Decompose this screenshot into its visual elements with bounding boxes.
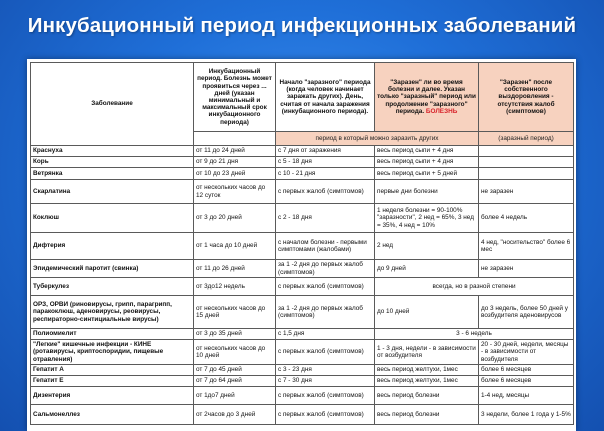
disease-name: Сальмонеллез (31, 405, 194, 425)
incubation-value: от 2часов до 3 дней (194, 405, 276, 425)
band-after: (заразный период) (479, 132, 574, 146)
incubation-table (30, 62, 574, 425)
disease-name: Гепатит Е (31, 376, 194, 387)
disease-name: Краснуха (31, 146, 194, 157)
incubation-value: от 9 до 21 дня (194, 157, 276, 168)
incubation-value: от 3 до 35 дней (194, 329, 276, 340)
incubation-value: от 11 до 26 дней (194, 260, 276, 278)
after-value (479, 168, 574, 180)
after-value (479, 146, 574, 157)
header-illness-word: БОЛЕЗНЬ (425, 107, 458, 115)
disease-name: Дифтерия (31, 233, 194, 260)
start-value: с 1,5 дня (276, 329, 375, 340)
table-row (31, 260, 574, 278)
disease-name: Гепатит А (31, 365, 194, 376)
start-value: с 5 - 18 дня (276, 157, 375, 168)
disease-name: Коклюш (31, 204, 194, 233)
incubation-value: от нескольких часов до 12 суток (194, 180, 276, 204)
illness-value: весь период болезни (375, 405, 479, 425)
illness-value: весь период сыпи + 4 дня (375, 157, 479, 168)
table-row (31, 278, 574, 296)
after-value: более 6 месяцев (479, 365, 574, 376)
table-row (31, 204, 574, 233)
disease-name: Эпидемический паротит (свинка) (31, 260, 194, 278)
table-row (31, 340, 574, 365)
band-blank (194, 132, 276, 146)
illness-value: всегда, но в разной степени (375, 278, 574, 296)
illness-value: 1 - 3 дня, недели - в зависимости от возбудителя (375, 340, 479, 365)
incubation-value: от 11 до 24 дней (194, 146, 276, 157)
start-value: с началом болезни - первыми симптомами (жалобами) (276, 233, 375, 260)
start-value: с 3 - 23 дня (276, 365, 375, 376)
illness-value: весь период болезни (375, 387, 479, 405)
table-row (31, 233, 574, 260)
illness-value: весь период желтухи, 1мес (375, 376, 479, 387)
after-value: более 4 недель (479, 204, 574, 233)
header-illness (375, 63, 479, 132)
header-disease: Заболевание (31, 63, 194, 146)
start-value: с первых жалоб (симптомов) (276, 340, 375, 365)
incubation-value: от 3до12 недель (194, 278, 276, 296)
incubation-value: от 7 до 45 дней (194, 365, 276, 376)
incubation-value: от 3 до 20 дней (194, 204, 276, 233)
incubation-table-sheet (27, 59, 576, 431)
after-value: 1-4 нед, месяцы (479, 387, 574, 405)
illness-value: 1 неделя болезни = 90-100% "заразности", 2 нед = 65%, 3 нед = 35%, 4 нед = 10% (375, 204, 479, 233)
start-value: с 10 - 21 дня (276, 168, 375, 180)
start-value: с первых жалоб (симптомов) (276, 387, 375, 405)
illness-value: до 10 дней (375, 296, 479, 329)
incubation-value: от нескольких часов до 10 дней (194, 340, 276, 365)
header-incubation: Инкубационный период. Болезнь может проявиться через ... дней (указан минимальный и максимальный срок инкубационного периода) (194, 63, 276, 132)
after-value (479, 157, 574, 168)
after-value: 4 нед, "носительство" более 6 мес (479, 233, 574, 260)
after-value: до 3 недель, более 50 дней у возбудителя аденовирусов (479, 296, 574, 329)
after-value: 20 - 30 дней, недели, месяцы - в зависимости от возбудителя (479, 340, 574, 365)
table-row (31, 329, 574, 340)
disease-name: Туберкулез (31, 278, 194, 296)
incubation-value: от 10 до 23 дней (194, 168, 276, 180)
start-value: с 7 дня от заражения (276, 146, 375, 157)
illness-value: 3 - 6 недель (375, 329, 574, 340)
disease-name: Ветрянка (31, 168, 194, 180)
header-after: "Заразен" после собственного выздоровления - отсутствия жалоб (симптомов) (479, 63, 574, 132)
start-value: за 1 -2 дня до первых жалоб (симптомов) (276, 260, 375, 278)
start-value: за 1 -2 дня до первых жалоб (симптомов) (276, 296, 375, 329)
start-value: с первых жалоб (симптомов) (276, 278, 375, 296)
disease-name: Полиомиелит (31, 329, 194, 340)
incubation-value: от 7 до 64 дней (194, 376, 276, 387)
table-row (31, 180, 574, 204)
header-start: Начало "заразного" периода (когда человек начинает заражать других). День, считая от начала заражения (инкубационного периода). (276, 63, 375, 132)
table-row (31, 387, 574, 405)
after-value: не заразен (479, 180, 574, 204)
table-row (31, 168, 574, 180)
illness-value: весь период сыпи + 4 дня (375, 146, 479, 157)
after-value: более 6 месяцев (479, 376, 574, 387)
illness-value: весь период сыпи + 5 дней (375, 168, 479, 180)
after-value: не заразен (479, 260, 574, 278)
table-row (31, 146, 574, 157)
illness-value: весь период желтухи, 1мес (375, 365, 479, 376)
table-row (31, 376, 574, 387)
disease-name: Дизентерия (31, 387, 194, 405)
start-value: с первых жалоб (симптомов) (276, 405, 375, 425)
table-row (31, 365, 574, 376)
table-row (31, 405, 574, 425)
disease-name: ОРЗ, ОРВИ (риновирусы, грипп, парагрипп, паракоклюш, аденовирусы, реовирусы, респираторно-синтициальные вирусы) (31, 296, 194, 329)
incubation-value: от нескольких часов до 15 дней (194, 296, 276, 329)
band-contagious-period: период в который можно заразить других (276, 132, 479, 146)
start-value: с 2 - 18 дня (276, 204, 375, 233)
incubation-value: от 1до7 дней (194, 387, 276, 405)
incubation-value: от 1 часа до 10 дней (194, 233, 276, 260)
page-title: Инкубационный период инфекционных заболеваний (27, 14, 577, 37)
disease-name: "Легкие" кишечные инфекции - КИНЕ (ротавирусы, криптоспоридии, пищевые отравления) (31, 340, 194, 365)
illness-value: первые дни болезни (375, 180, 479, 204)
after-value: 3 недели, более 1 года у 1-5% (479, 405, 574, 425)
start-value: с 7 - 30 дня (276, 376, 375, 387)
start-value: с первых жалоб (симптомов) (276, 180, 375, 204)
disease-name: Корь (31, 157, 194, 168)
header-illness-text: "Заразен" ли во время болезни и далее. Указан только "заразный" период или продолжение "заразного" периода. (377, 79, 476, 115)
table-row (31, 157, 574, 168)
illness-value: до 9 дней (375, 260, 479, 278)
table-row (31, 296, 574, 329)
disease-name: Скарлатина (31, 180, 194, 204)
illness-value: 2 нед (375, 233, 479, 260)
